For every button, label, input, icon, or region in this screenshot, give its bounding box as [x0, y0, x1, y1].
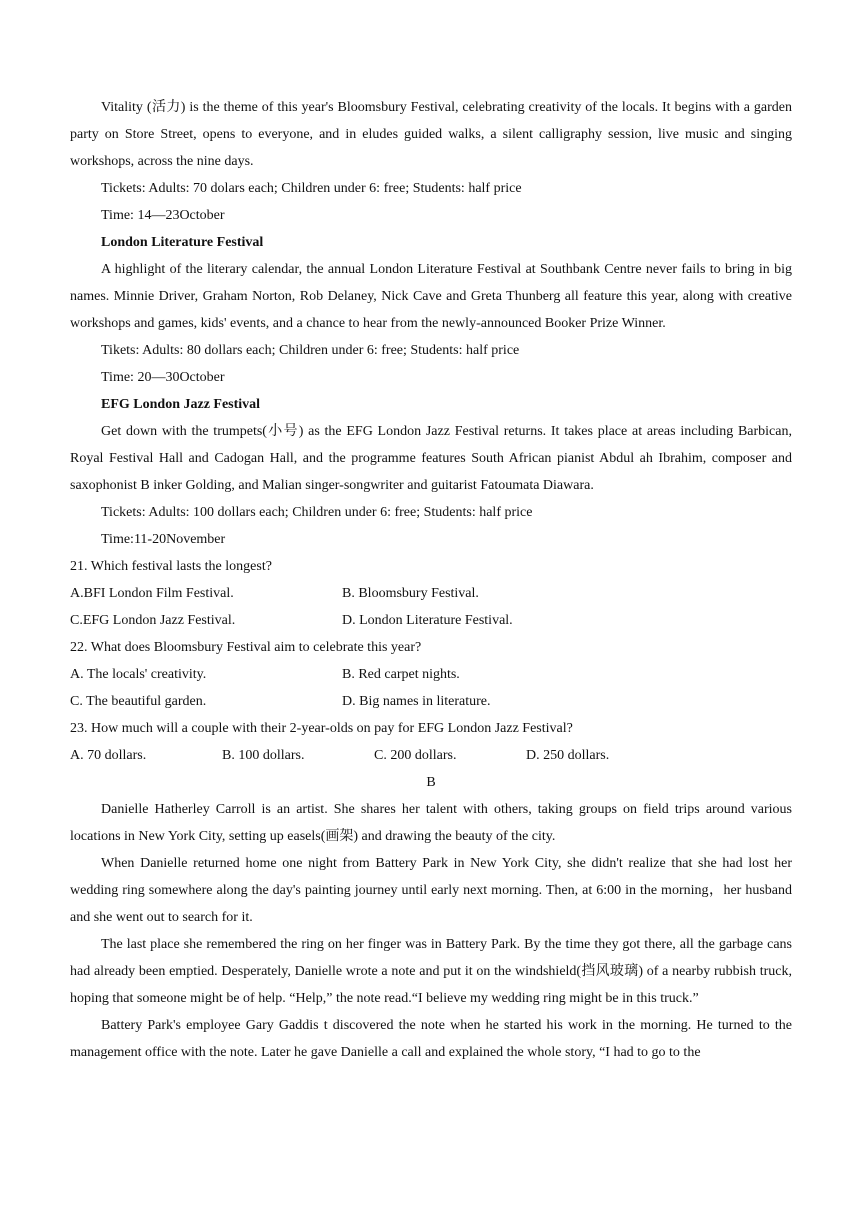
option-b: B. Red carpet nights. [342, 667, 460, 682]
question-21-options-row-1 [70, 580, 792, 607]
question-23: 23. How much will a couple with their 2-year-olds on pay for EFG London Jazz Festival? [70, 721, 573, 736]
option-d: D. London Literature Festival. [342, 613, 513, 628]
option-c: C. The beautiful garden. [70, 694, 207, 709]
question-22-options-row-1 [70, 661, 792, 688]
question-21: 21. Which festival lasts the longest? [70, 559, 272, 574]
passage-b-paragraph-3: The last place she remembered the ring on her finger was in Battery Park. By the time they got there, all the garbage cans had already been emptied. Desperately, Danielle wrote a note and put it on the windshield(挡风玻璃) of a nearby rubbish truck, hoping that someone might be of help. “Help,” the note read.“I believe my wedding ring might be in this truck.” [70, 937, 792, 1006]
option-a: A. 70 dollars. [70, 748, 147, 763]
option-d: D. Big names in literature. [342, 694, 491, 709]
literature-festival-title: London Literature Festival [101, 235, 264, 250]
passage-b-paragraph-2: When Danielle returned home one night from Battery Park in New York City, she didn't realize that she had lost her wedding ring somewhere along the day's painting journey until early next morning. Then, at 6:00 in the morning，her husband and she went out to search for it. [70, 856, 792, 925]
option-c: C.EFG London Jazz Festival. [70, 613, 236, 628]
jazz-description: Get down with the trumpets(小号) as the EFG London Jazz Festival returns. It takes place at areas including Barbican, Royal Festival Hall and Cadogan Hall, and the programme features South African pianist Abdul ah Ibrahim, composer and saxophonist B inker Golding, and Malian singer-songwriter and guitarist Fatoumata Diawara. [70, 424, 792, 493]
section-b-label: B [426, 775, 436, 790]
option-a: A.BFI London Film Festival. [70, 586, 234, 601]
bloomsbury-tickets: Tickets: Adults: 70 dolars each; Children under 6: free; Students: half price [101, 181, 522, 196]
option-d: D. 250 dollars. [526, 748, 610, 763]
question-21-options-row-2 [70, 607, 792, 634]
literature-tickets: Tikets: Adults: 80 dollars each; Children under 6: free; Students: half price [101, 343, 520, 358]
literature-time: Time: 20—30October [101, 370, 225, 385]
bloomsbury-description: Vitality (活力) is the theme of this year's Bloomsbury Festival, celebrating creativity of the locals. It begins with a garden party on Store Street, opens to everyone, and in eludes guided walks, a silent calligraphy session, live music and singing workshops, across the nine days. [70, 100, 792, 169]
option-a: A. The locals' creativity. [70, 667, 207, 682]
question-22: 22. What does Bloomsbury Festival aim to celebrate this year? [70, 640, 422, 655]
option-b: B. Bloomsbury Festival. [342, 586, 479, 601]
literature-description: A highlight of the literary calendar, the annual London Literature Festival at Southbank Centre never fails to bring in big names. Minnie Driver, Graham Norton, Rob Delaney, Nick Cave and Greta Thunberg all feature this year, along with creative workshops and games, kids' events, and a chance to hear from the newly-announced Booker Prize Winner. [70, 262, 792, 331]
bloomsbury-time: Time: 14—23October [101, 208, 225, 223]
jazz-festival-title: EFG London Jazz Festival [101, 397, 261, 412]
passage-b-paragraph-1: Danielle Hatherley Carroll is an artist. She shares her talent with others, taking groups on field trips around various locations in New York City, setting up easels(画架) and drawing the beauty of the city. [70, 802, 792, 844]
option-b: B. 100 dollars. [222, 748, 305, 763]
passage-b-paragraph-4: Battery Park's employee Gary Gaddis t discovered the note when he started his work in the morning. He turned to the management office with the note. Later he gave Danielle a call and explained the whole story, “I had to go to the [70, 1018, 792, 1060]
question-23-options [70, 742, 792, 769]
jazz-time: Time:11-20November [101, 532, 226, 547]
jazz-tickets: Tickets: Adults: 100 dollars each; Children under 6: free; Students: half price [101, 505, 533, 520]
option-c: C. 200 dollars. [374, 748, 457, 763]
question-22-options-row-2 [70, 688, 792, 715]
